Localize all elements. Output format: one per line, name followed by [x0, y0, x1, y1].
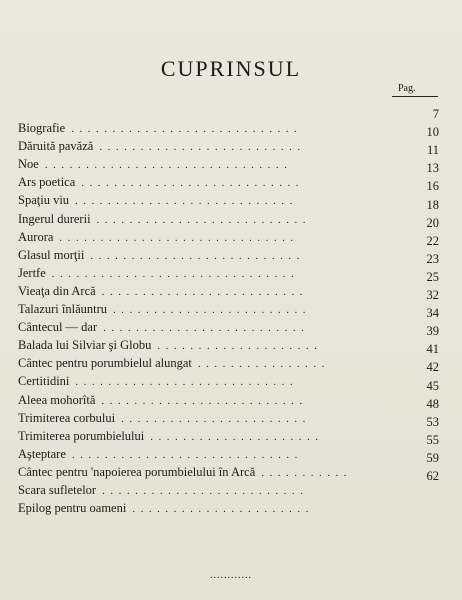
toc-page-number: 25 [426, 269, 439, 284]
toc-page-number: 23 [426, 251, 439, 266]
toc-entry-title: Ars poetica [18, 175, 76, 190]
dot-leader: ......................... [101, 285, 308, 298]
toc-entry [18, 175, 304, 190]
toc-entry-title: Biografie [18, 121, 66, 135]
page-column-label: Pag. [398, 83, 416, 94]
dot-leader: ................ [197, 358, 330, 371]
toc-page-number: 45 [426, 378, 439, 393]
toc-page-number: 20 [426, 215, 439, 230]
toc-entry [18, 411, 311, 426]
toc-page-number: 34 [426, 306, 439, 321]
dot-leader: .............................. [44, 159, 293, 172]
toc-page-number: 39 [426, 324, 439, 339]
dot-leader: ....................... [121, 412, 311, 425]
toc-entry [18, 248, 305, 263]
ornament: ............ [210, 570, 252, 581]
toc-entry-title: Trimiterea corbului [18, 410, 116, 425]
toc-entry [18, 139, 306, 154]
dot-leader: .................... [157, 340, 323, 353]
toc-entry-title: Cântec pentru porumbielul alungat [18, 356, 192, 371]
toc-entry [18, 356, 330, 371]
dot-leader: ......................... [103, 322, 310, 335]
toc-entry-title: Epilog pentru oameni [18, 501, 127, 516]
toc-page-number: 53 [426, 414, 439, 429]
dot-leader: ........... [261, 466, 352, 479]
dot-leader: ........................... [75, 195, 298, 208]
toc-page-number: 48 [426, 396, 439, 411]
toc-page-number: 10 [426, 125, 439, 140]
toc-entry-title: Cântec pentru 'napoierea porumbielului în Arcă [18, 464, 256, 479]
toc-entry-title: Trimiterea porumbielului [18, 428, 145, 443]
toc-entry [18, 193, 298, 208]
page-title: CUPRINSUL [160, 56, 302, 81]
dot-leader: ............................. [59, 231, 299, 244]
toc-page-number: 13 [426, 161, 439, 176]
toc-entry [18, 393, 308, 408]
toc-entry [18, 266, 299, 281]
toc-entry-title: Aurora [18, 229, 54, 244]
dot-leader: ............................ [71, 123, 303, 135]
dot-leader: .......................... [90, 249, 305, 262]
toc-entry-title: Glasul morţii [18, 247, 85, 262]
toc-page-number: 16 [426, 179, 439, 194]
toc-entry-title: Talazuri înlăuntru [18, 302, 108, 316]
toc-entry-title: Balada lui Silviar şi Globu [18, 338, 152, 353]
toc-entry-title: Ingerul durerii [18, 211, 91, 226]
toc-entry [18, 374, 298, 389]
dot-leader: ............................ [71, 448, 303, 461]
toc-page-number: 18 [426, 197, 439, 212]
toc-entry [18, 284, 308, 299]
dot-leader: .......................... [96, 213, 312, 226]
toc-entry [18, 302, 311, 317]
dot-leader: ......................... [102, 485, 309, 497]
dot-leader: .............................. [51, 267, 300, 280]
toc-entry-title: Aşteptare [18, 446, 66, 461]
toc-entry [18, 429, 324, 444]
dot-leader: ......................... [99, 141, 306, 154]
toc-entry-title: Aleea mohorîtă [18, 392, 96, 407]
toc-page-number: 42 [426, 360, 439, 375]
toc-entry-title: Noe [18, 157, 39, 172]
toc-entry [18, 320, 309, 335]
toc-entry-title: Spaţiu viu [18, 193, 70, 208]
toc-entry [18, 465, 352, 480]
toc-entry [18, 501, 314, 516]
toc-entry-title: Scara sufletelor [18, 483, 97, 497]
toc-page-number: 62 [426, 469, 439, 483]
toc-entry-title: Vieaţa din Arcă [18, 283, 96, 298]
toc-entry-title: Jertfe [18, 265, 46, 280]
toc-page-number: 32 [426, 288, 439, 302]
toc-entry [18, 230, 299, 245]
toc-entry-title: Certitidini [18, 374, 70, 389]
dot-leader: ...................... [132, 503, 314, 516]
toc-entry [18, 338, 322, 353]
toc-entry-title: Cântecul — dar [18, 320, 98, 335]
dot-leader: ........................... [75, 376, 299, 389]
dot-leader: ......................... [101, 394, 308, 407]
toc-page-number: 59 [426, 450, 439, 465]
toc-page-number: 41 [426, 342, 439, 357]
toc-entry [18, 157, 292, 172]
toc-entry-title: Dăruită pavăză [18, 139, 94, 154]
toc-page-number: 22 [426, 233, 439, 248]
dot-leader: ..................... [150, 430, 324, 443]
toc-entry [18, 121, 302, 136]
toc-page-number: 55 [426, 432, 439, 447]
toc-entry [18, 212, 311, 227]
toc-entry [18, 483, 308, 498]
toc-page-number: 11 [426, 143, 439, 158]
dot-leader: ........................ [113, 304, 312, 316]
dot-leader: ........................... [81, 177, 305, 190]
toc-entry [18, 447, 303, 462]
toc-page-number: 7 [432, 107, 439, 121]
